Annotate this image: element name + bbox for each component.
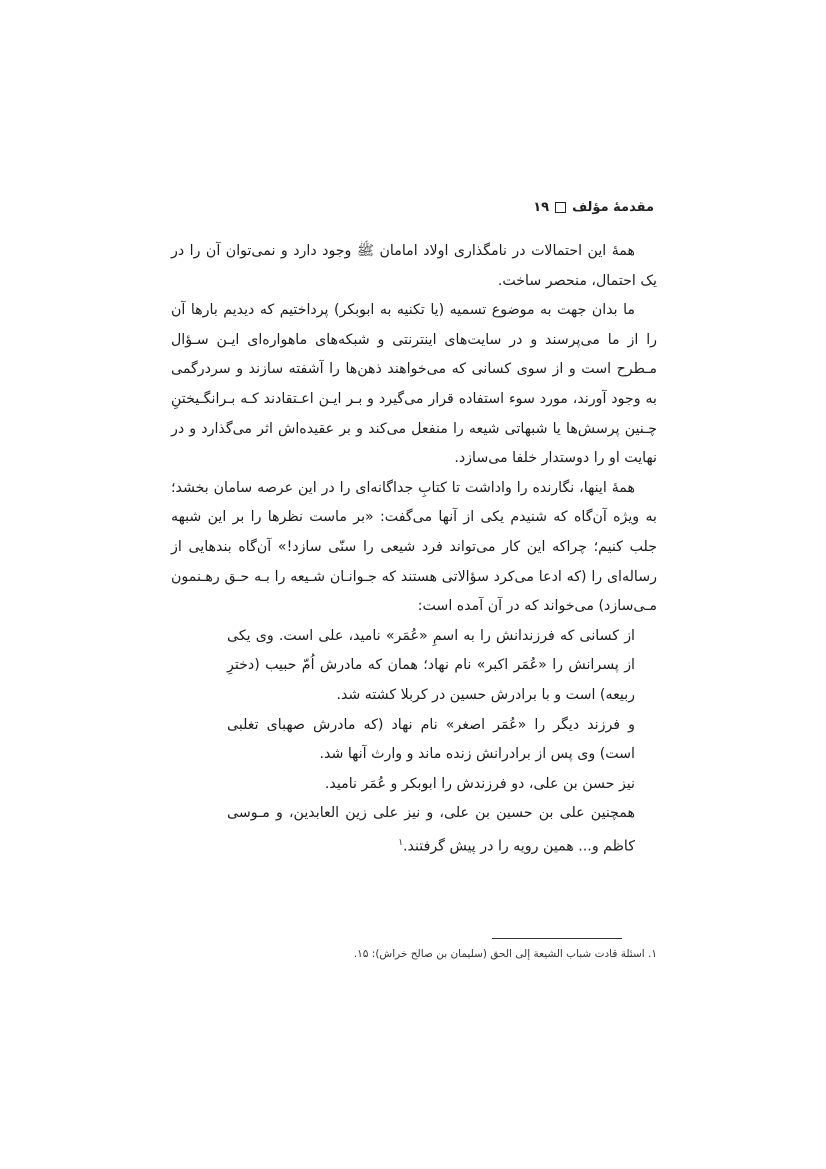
main-text — [171, 237, 657, 862]
square-icon — [555, 202, 566, 213]
quote-line — [227, 799, 635, 862]
page-number: ۱۹ — [533, 200, 550, 215]
quote-line: و فرزند دیگر را «عُمَر اصغر» نام نهاد (که مادرش صهبای تغلبی است) وی پس از برادرانش زنده ماند و وارث آنها شد. — [227, 716, 635, 763]
quote-line: از کسانی که فرزندانش را به اسمِ «عُمَر» نامید، علی است. وی یکی از پسرانش را «عُمَر اکبر» نام نهاد؛ همان که مادرش اُمّ حبیب (دخترِ ربیعه) است و با برادرش حسین در کربلا کشته شد. — [227, 627, 635, 703]
running-header — [176, 196, 654, 220]
footnote-divider — [492, 938, 622, 939]
quote-line: نیز حسن بن علی، دو فرزندش را ابوبکر و عُمَر نامید. — [324, 775, 635, 792]
paragraph: همهٔ این احتمالات در نامگذاری اولاد امامان ﷺ وجود دارد و نمی‌توان آن را در یک احتمال، منحصر ساخت. — [171, 243, 657, 289]
footnote: ۱. اسئلة قادت شباب الشیعة إلی الحق (سلیمان بن صالح خراش): ۱۵. — [353, 948, 657, 960]
paragraph: ما بدان جهت به موضوع تسمیه (یا تکنیه به ابوبکر) پرداختیم که دیدیم بارها آن را از ما می‌پرسند و در سایت‌های اینترنتی و شبکه‌های ماهواره‌ای ایـن سـؤال مـطرح است و از سوی کسانی که می‌خواهند ذهن‌ها را آشفته سازند و سردرگمی به وجود آورند، مورد سوء استفاده قرار می‌گیرد و بـر ایـن اعـتقادند کـه بـرانگـیختنِ چـنین پرسش‌ها یا شبهاتی شیعه را منفعل می‌کند و بر عقیده‌اش اثر می‌گذارد و در نهایت او را دوستدار خلفا می‌سازد. — [171, 302, 657, 467]
quote-line-text: همچنین علی بن حسین بن علی، و نیز علی زین العابدین، و مـوسی کاظم و... همین رویه را در پیش گرفتند. — [227, 805, 635, 855]
footnote-marker: ۱ — [398, 837, 404, 848]
header-title: مقدمهٔ مؤلف — [572, 200, 654, 215]
block-quote — [227, 622, 635, 862]
paragraph: همهٔ اینها، نگارنده را واداشت تا کتابِ جداگانه‌ای را در این عرصه سامان بخشد؛ به ویژه آن‌گاه که شنیدم یکی از آنها می‌گفت: «بر ماست نظرها را بر این شبهه جلب کنیم؛ چراکه این کار می‌تواند فرد شیعی را سنّی سازد!» آن‌گاه بندهایی از رساله‌ای را (که ادعا می‌کرد سؤالاتی هستند که جـوانـان شـیعه را بـه حـق رهـنمون مـی‌سازد) می‌خواند که در آن آمده است: — [171, 479, 657, 615]
